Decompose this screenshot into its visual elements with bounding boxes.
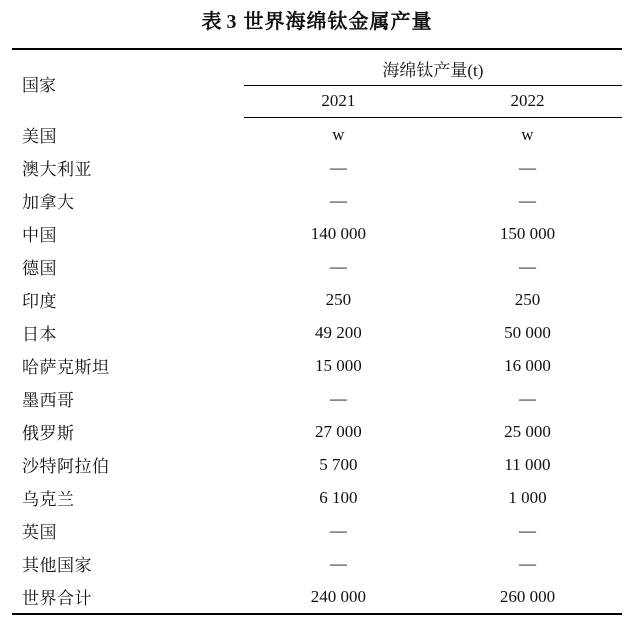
table-title-label: 表 xyxy=(201,11,223,33)
table-row xyxy=(12,415,622,448)
cell-2021: 5 700 xyxy=(319,454,358,474)
cell-country: 印度 xyxy=(22,292,57,311)
cell-country: 加拿大 xyxy=(22,193,75,212)
cell-country: 中国 xyxy=(22,226,57,245)
table-title-text: 世界海绵钛金属产量 xyxy=(243,11,433,33)
table-row xyxy=(12,514,622,547)
cell-2021: — xyxy=(329,157,347,177)
table-row xyxy=(12,547,622,580)
cell-2021: 15 000 xyxy=(314,355,362,375)
sponge-titanium-production-table xyxy=(12,48,622,615)
table-row xyxy=(12,151,622,184)
table-row xyxy=(12,250,622,283)
cell-2021: — xyxy=(329,388,347,408)
cell-country: 俄罗斯 xyxy=(22,424,75,443)
table-row xyxy=(12,349,622,382)
table-row-total xyxy=(12,580,622,614)
cell-2021: 140 000 xyxy=(310,223,366,243)
table-row xyxy=(12,481,622,514)
table-row xyxy=(12,382,622,415)
cell-2022: 150 000 xyxy=(499,223,556,243)
cell-2022: — xyxy=(518,190,536,210)
header-year-2021: 2021 xyxy=(244,86,433,118)
cell-country: 澳大利亚 xyxy=(22,160,92,179)
cell-2022: — xyxy=(518,157,536,177)
cell-2022: — xyxy=(518,553,536,573)
cell-2022: — xyxy=(518,520,536,540)
cell-2021: 6 100 xyxy=(319,487,358,507)
cell-2022: 50 000 xyxy=(504,322,551,342)
cell-country: 日本 xyxy=(22,325,57,344)
cell-country: 世界合计 xyxy=(12,580,244,614)
cell-2021: 27 000 xyxy=(314,421,362,441)
cell-country: 其他国家 xyxy=(22,556,92,575)
header-production-span: 海绵钛产量(t) xyxy=(244,49,622,86)
table-title-number: 3 xyxy=(226,11,238,33)
table-row xyxy=(12,316,622,349)
cell-country: 乌克兰 xyxy=(22,490,75,509)
cell-2022: 25 000 xyxy=(504,421,551,441)
cell-2022: — xyxy=(518,388,536,408)
table-body xyxy=(12,118,622,615)
cell-country: 墨西哥 xyxy=(22,391,75,410)
cell-2022: 260 000 xyxy=(433,580,622,614)
cell-2021: 250 xyxy=(325,289,352,309)
cell-2022: 250 xyxy=(514,289,541,309)
header-country: 国家 xyxy=(12,49,244,118)
cell-2021: 49 200 xyxy=(314,322,362,342)
cell-2021: 240 000 xyxy=(244,580,433,614)
header-year-2022: 2022 xyxy=(433,86,622,118)
cell-2022: — xyxy=(518,256,536,276)
cell-2021: — xyxy=(329,190,347,210)
cell-2021: — xyxy=(329,256,347,276)
table-row xyxy=(12,448,622,481)
cell-country: 美国 xyxy=(22,126,57,146)
table-row xyxy=(12,118,622,152)
cell-country: 哈萨克斯坦 xyxy=(22,358,110,377)
cell-country: 英国 xyxy=(22,523,57,542)
cell-2021: — xyxy=(329,553,347,573)
cell-country: 沙特阿拉伯 xyxy=(22,457,110,476)
table-row xyxy=(12,283,622,316)
cell-2022: 16 000 xyxy=(504,355,551,375)
cell-2022: 1 000 xyxy=(508,487,547,507)
table-row xyxy=(12,184,622,217)
table-header xyxy=(12,49,622,118)
cell-country: 德国 xyxy=(22,259,57,278)
cell-2022: w xyxy=(521,124,534,144)
table-title xyxy=(12,0,622,48)
table-row xyxy=(12,217,622,250)
cell-2021: w xyxy=(332,124,345,144)
cell-2022: 11 000 xyxy=(504,454,551,474)
table-header-row-span xyxy=(12,49,622,86)
cell-2021: — xyxy=(329,520,347,540)
